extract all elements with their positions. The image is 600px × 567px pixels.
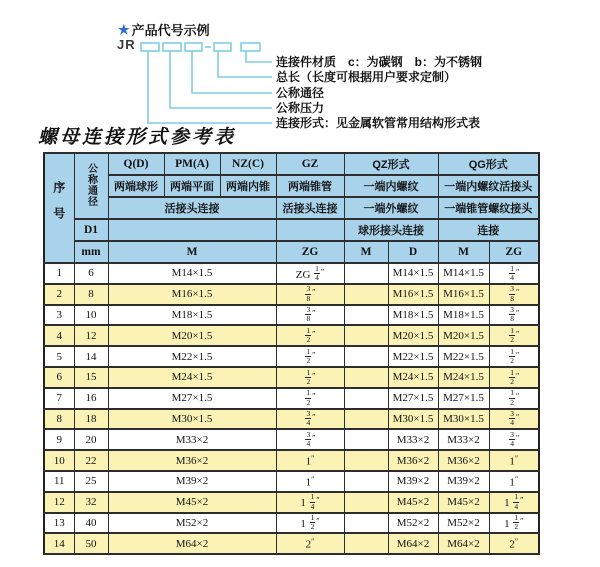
cell-dn: 10: [74, 305, 108, 326]
cell-qz-d: M18×1.5: [388, 305, 438, 326]
cell-m: M20×1.5: [108, 325, 276, 346]
cell-dn: 25: [74, 471, 108, 492]
lead-line: [246, 51, 272, 62]
header-qz-desc1: 一端内螺纹: [344, 175, 438, 197]
table-row: [44, 533, 539, 554]
header-empty-gz: [276, 219, 344, 241]
cell-qg-zg: 1″: [489, 471, 539, 492]
header-q-desc: 两端球形: [108, 175, 164, 197]
cell-qz-m: [344, 367, 388, 388]
cell-qg-zg: $\frac{3}{4}$ ″: [489, 409, 539, 430]
cell-seq: 9: [44, 429, 74, 450]
cell-gz: $\frac{1}{2}$ ″: [276, 388, 344, 409]
header-col-qg: QG形式: [438, 153, 539, 175]
cell-gz: $\frac{1}{2}$ ″: [276, 346, 344, 367]
cell-qz-d: M14×1.5: [388, 263, 438, 284]
cell-m: M45×2: [108, 492, 276, 513]
cell-qz-m: [344, 305, 388, 326]
cell-qg-m: M22×1.5: [438, 346, 489, 367]
cell-m: M33×2: [108, 429, 276, 450]
cell-seq: 3: [44, 305, 74, 326]
header-qg-conn: 连接: [438, 219, 539, 241]
cell-seq: 6: [44, 367, 74, 388]
header-qz-desc2: 一端外螺纹: [344, 197, 438, 219]
cell-qz-m: [344, 471, 388, 492]
cell-seq: 5: [44, 346, 74, 367]
header-empty-left: [108, 219, 276, 241]
cell-dn: 40: [74, 513, 108, 534]
cell-qg-zg: $\frac{1}{2}$ ″: [489, 388, 539, 409]
cell-dn: 6: [74, 263, 108, 284]
cell-m: M30×1.5: [108, 409, 276, 430]
cell-qz-d: M16×1.5: [388, 284, 438, 305]
cell-qz-d: M33×2: [388, 429, 438, 450]
lead-label-pressure: 公称压力: [276, 101, 325, 115]
cell-seq: 10: [44, 450, 74, 471]
table-row: [44, 429, 539, 450]
table-row: [44, 388, 539, 409]
cell-dn: 50: [74, 533, 108, 554]
cell-gz: 2″: [276, 533, 344, 554]
cell-qz-m: [344, 325, 388, 346]
cell-m: M14×1.5: [108, 263, 276, 284]
code-box: [185, 43, 202, 51]
header-col-q: Q(D): [108, 153, 164, 175]
header-m1: M: [108, 241, 276, 263]
cell-qg-m: M27×1.5: [438, 388, 489, 409]
header-gz-desc: 两端锥管: [276, 175, 344, 197]
cell-qz-m: [344, 492, 388, 513]
code-box: [214, 43, 231, 51]
cell-dn: 16: [74, 388, 108, 409]
cell-qg-zg: $\frac{1}{2}$ ″: [489, 346, 539, 367]
lead-label-diameter: 公称通径: [276, 86, 325, 100]
cell-m: M18×1.5: [108, 305, 276, 326]
cell-gz: 1 $\frac{1}{4}$ ″: [276, 492, 344, 513]
cell-seq: 8: [44, 409, 74, 430]
nut-connection-reference-table: [43, 152, 540, 555]
cell-gz: ZG $\frac{1}{4}$ ″: [276, 263, 344, 284]
cell-gz: 1″: [276, 450, 344, 471]
cell-m: M64×2: [108, 533, 276, 554]
table-row: [44, 367, 539, 388]
cell-qz-m: [344, 284, 388, 305]
header-mm: mm: [74, 241, 108, 263]
cell-qz-d: M52×2: [388, 513, 438, 534]
table-row: [44, 492, 539, 513]
cell-qg-zg: $\frac{1}{2}$ ″: [489, 325, 539, 346]
table-row: [44, 263, 539, 284]
table-row: [44, 513, 539, 534]
cell-qg-zg: 1″: [489, 450, 539, 471]
cell-qg-m: M14×1.5: [438, 263, 489, 284]
cell-dn: 8: [74, 284, 108, 305]
cell-gz: $\frac{3}{4}$ ″: [276, 429, 344, 450]
cell-qz-m: [344, 533, 388, 554]
header-nz-desc: 两端内锥: [220, 175, 276, 197]
cell-seq: 12: [44, 492, 74, 513]
cell-gz: 1 $\frac{1}{2}$ ″: [276, 513, 344, 534]
cell-qz-d: M39×2: [388, 471, 438, 492]
header-qg-desc2: 一端锥管螺纹接头: [438, 197, 539, 219]
cell-dn: 20: [74, 429, 108, 450]
cell-qz-m: [344, 388, 388, 409]
lead-label-material: 连接件材质 c：为碳钢 b：为不锈钢: [276, 55, 483, 69]
table-row: [44, 284, 539, 305]
product-code-heading-text: 产品代号示例: [131, 23, 210, 38]
cell-qz-d: M27×1.5: [388, 388, 438, 409]
cell-qz-d: M20×1.5: [388, 325, 438, 346]
cell-qz-m: [344, 409, 388, 430]
header-gz-conn: 活接头连接: [276, 197, 344, 219]
lead-line: [170, 51, 272, 108]
cell-qg-m: M64×2: [438, 533, 489, 554]
cell-gz: $\frac{3}{8}$ ″: [276, 284, 344, 305]
cell-seq: 14: [44, 533, 74, 554]
lead-line: [218, 51, 272, 77]
cell-m: M36×2: [108, 450, 276, 471]
header-m2: M: [344, 241, 388, 263]
header-qz-conn: 球形接头连接: [344, 219, 438, 241]
cell-qg-zg: $\frac{3}{8}$ ″: [489, 284, 539, 305]
header-d1: D1: [74, 219, 108, 241]
cell-qg-zg: 1 $\frac{1}{2}$ ″: [489, 513, 539, 534]
cell-gz: 1″: [276, 471, 344, 492]
cell-dn: 12: [74, 325, 108, 346]
table-row: [44, 305, 539, 326]
cell-dn: 14: [74, 346, 108, 367]
cell-qg-zg: $\frac{1}{4}$ ″: [489, 263, 539, 284]
cell-seq: 11: [44, 471, 74, 492]
cell-qg-zg: $\frac{3}{8}$ ″: [489, 305, 539, 326]
cell-qz-m: [344, 429, 388, 450]
table-row: [44, 325, 539, 346]
header-seq: 序号: [44, 153, 74, 263]
code-box: [141, 43, 159, 51]
header-zg1: ZG: [276, 241, 344, 263]
header-col-pm: PM(A): [164, 153, 220, 175]
cell-m: M24×1.5: [108, 367, 276, 388]
cell-qg-m: M30×1.5: [438, 409, 489, 430]
header-zg3: ZG: [489, 241, 539, 263]
cell-qg-zg: $\frac{3}{4}$ ″: [489, 429, 539, 450]
cell-qg-zg: $\frac{1}{2}$ ″: [489, 367, 539, 388]
cell-m: M16×1.5: [108, 284, 276, 305]
header-col-gz: GZ: [276, 153, 344, 175]
code-box: [163, 43, 181, 51]
cell-m: M22×1.5: [108, 346, 276, 367]
cell-qz-d: M30×1.5: [388, 409, 438, 430]
cell-qz-d: M64×2: [388, 533, 438, 554]
cell-seq: 1: [44, 263, 74, 284]
cell-qg-zg: 1 $\frac{1}{4}$ ″: [489, 492, 539, 513]
cell-qz-m: [344, 450, 388, 471]
lead-line: [192, 51, 272, 93]
cell-m: M39×2: [108, 471, 276, 492]
cell-qg-m: M36×2: [438, 450, 489, 471]
table-row: [44, 450, 539, 471]
header-pm-desc: 两端平面: [164, 175, 220, 197]
cell-qz-d: M36×2: [388, 450, 438, 471]
table-body: [44, 263, 539, 554]
header-union-conn: 活接头连接: [108, 197, 276, 219]
cell-dn: 32: [74, 492, 108, 513]
cell-dn: 15: [74, 367, 108, 388]
cell-gz: $\frac{3}{4}$ ″: [276, 409, 344, 430]
code-box: [241, 43, 260, 51]
cell-dn: 22: [74, 450, 108, 471]
cell-qg-m: M33×2: [438, 429, 489, 450]
table-title: 螺母连接形式参考表: [38, 126, 237, 148]
header-dn: 公称通径: [74, 153, 108, 219]
cell-gz: $\frac{1}{2}$ ″: [276, 367, 344, 388]
header-col-nz: NZ(C): [220, 153, 276, 175]
cell-qg-zg: 2″: [489, 533, 539, 554]
cell-dn: 18: [74, 409, 108, 430]
cell-qz-m: [344, 513, 388, 534]
cell-qg-m: M45×2: [438, 492, 489, 513]
header-qg-desc1: 一端内螺纹活接头: [438, 175, 539, 197]
header-d2: D: [388, 241, 438, 263]
cell-m: M27×1.5: [108, 388, 276, 409]
cell-seq: 4: [44, 325, 74, 346]
cell-qg-m: M39×2: [438, 471, 489, 492]
cell-seq: 13: [44, 513, 74, 534]
cell-seq: 2: [44, 284, 74, 305]
cell-qg-m: M24×1.5: [438, 367, 489, 388]
table-row: [44, 471, 539, 492]
header-col-qz: QZ形式: [344, 153, 438, 175]
cell-qg-m: M16×1.5: [438, 284, 489, 305]
cell-qz-d: M22×1.5: [388, 346, 438, 367]
lead-label-length: 总长（长度可根据用户要求定制）: [276, 70, 457, 84]
cell-seq: 7: [44, 388, 74, 409]
cell-gz: $\frac{3}{8}$ ″: [276, 305, 344, 326]
table-row: [44, 346, 539, 367]
lead-label-conn-form: 连接形式：见金属软管常用结构形式表: [276, 116, 481, 130]
header-m3: M: [438, 241, 489, 263]
cell-qg-m: M18×1.5: [438, 305, 489, 326]
cell-qz-d: M24×1.5: [388, 367, 438, 388]
cell-qg-m: M52×2: [438, 513, 489, 534]
star-icon: ★: [118, 21, 130, 37]
cell-qz-m: [344, 263, 388, 284]
cell-qz-m: [344, 346, 388, 367]
cell-qz-d: M45×2: [388, 492, 438, 513]
code-prefix: JR: [117, 37, 136, 52]
table-header: [44, 153, 539, 263]
cell-qg-m: M20×1.5: [438, 325, 489, 346]
table-row: [44, 409, 539, 430]
cell-gz: $\frac{1}{2}$ ″: [276, 325, 344, 346]
cell-m: M52×2: [108, 513, 276, 534]
